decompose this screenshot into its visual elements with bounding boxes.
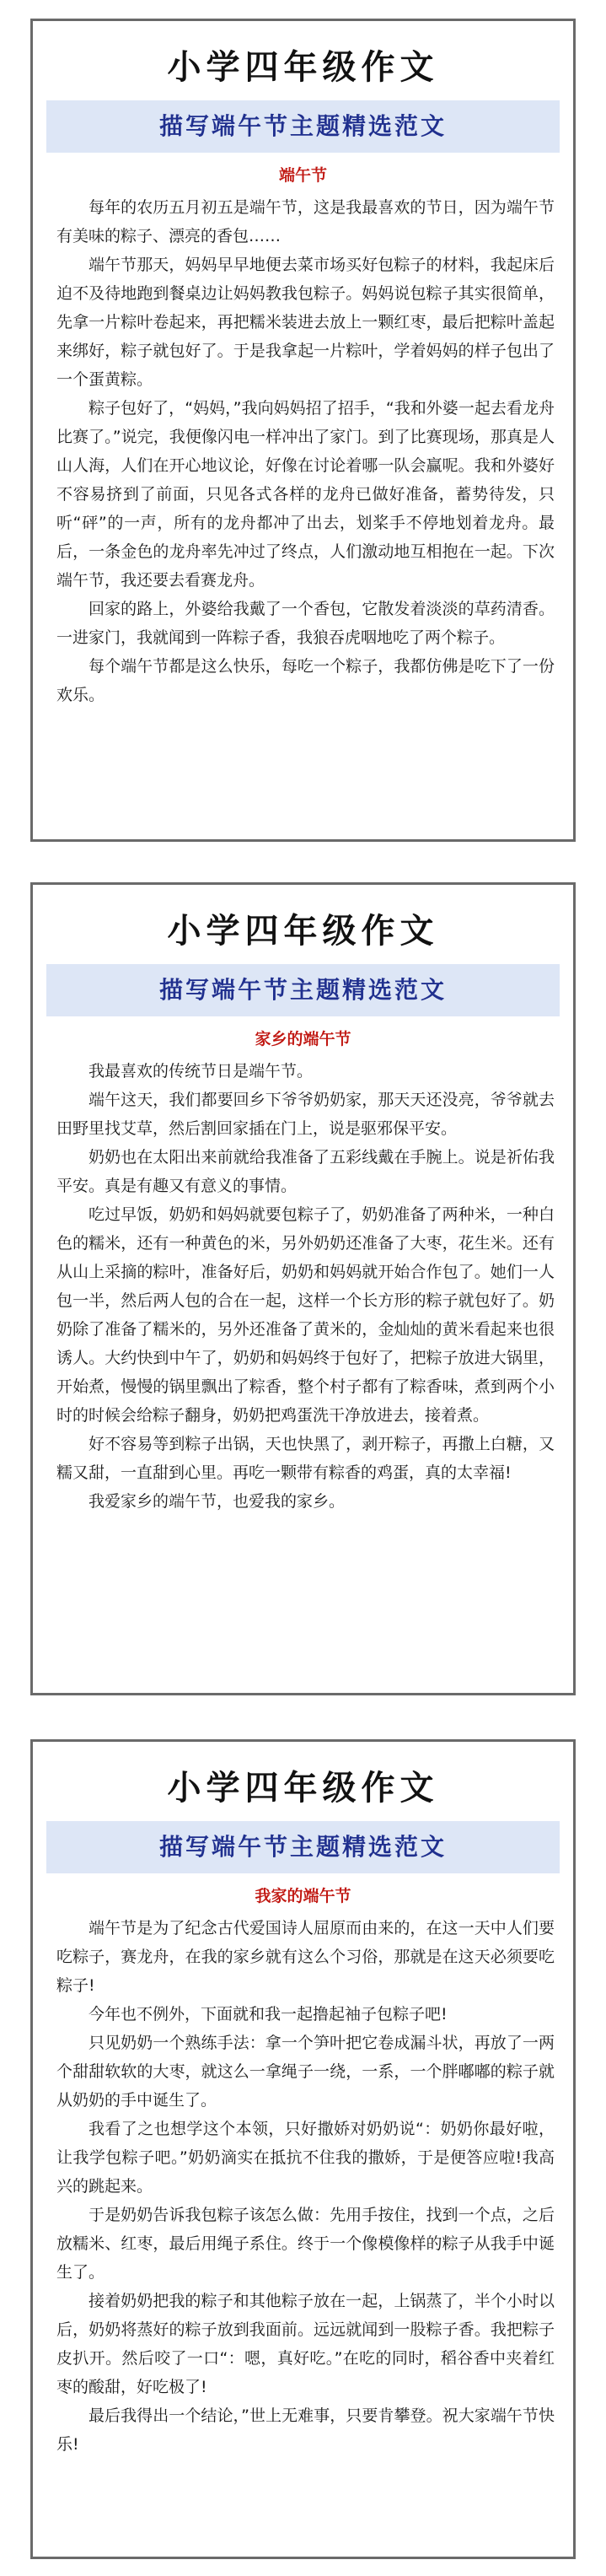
essay-title: 我家的端午节 [255,1887,351,1905]
essay-title: 家乡的端午节 [255,1030,351,1048]
essay-title: 端午节 [278,166,327,185]
paragraph: 今年也不例外，下面就和我一起撸起袖子包粽子吧! [88,2005,448,2024]
paragraph: 我爱家乡的端午节，也爱我的家乡。 [88,1492,346,1511]
paragraph: 我最喜欢的传统节日是端午节。 [88,1062,314,1081]
paragraph: 每年的农历五月初五是端午节，这是我最喜欢的节日，因为端午节有美味的粽子、漂亮的香包…… [56,198,555,245]
paragraph: 端午节那天，妈妈早早地便去菜市场买好包粽子的材料，我起床后迫不及待地跑到餐桌边让妈妈教我包粽子。妈妈说包粽子其实很简单，先拿一片粽叶卷起来，再把糯米装进去放上一颗红枣，最后把粽叶盖起来绑好，粽子就包好了。于是我拿起一片粽叶，学着妈妈的样子包出了一个蛋黄粽。 [56,256,555,389]
essay-card [30,19,576,842]
essay-card [30,1739,576,2559]
paragraph: 端午这天，我们都要回乡下爷爷奶奶家，那天天还没亮，爷爷就去田野里找艾草，然后割回家插在门上，说是驱邪保平安。 [56,1091,555,1138]
essay-body [56,193,555,709]
card-title: 小学四年级作文 [167,911,439,951]
card-title: 小学四年级作文 [167,47,439,87]
paragraph: 粽子包好了，“妈妈，”我向妈妈招了招手，“我和外婆一起去看龙舟比赛了。”说完，我便像闪电一样冲出了家门。到了比赛现场，那真是人山人海，人们在开心地议论，好像在讨论着哪一队会赢呢。我和外婆好不容易挤到了前面，只见各式各样的龙舟已做好准备，蓄势待发，只听“砰”的一声，所有的龙舟都冲了出去，划桨手不停地划着龙舟。最后，一条金色的龙舟率先冲过了终点，人们激动地互相抱在一起。下次端午节，我还要去看赛龙舟。 [56,399,555,590]
banner-heading: 描写端午节主题精选范文 [46,964,560,1016]
essay-body [56,1914,555,2459]
paragraph: 吃过早饭，奶奶和妈妈就要包粽子了，奶奶准备了两种米，一种白色的糯米，还有一种黄色的米，另外奶奶还准备了大枣，花生米。还有从山上采摘的粽叶，准备好后，奶奶和妈妈就开始合作包了。她们一人包一半，然后两人包的合在一起，这样一个长方形的粽子就包好了。奶奶除了准备了糯米的，另外还准备了黄米的，金灿灿的黄米看起来也很诱人。大约快到中午了，奶奶和妈妈终于包好了，把粽子放进大锅里，开始煮，慢慢的锅里飘出了粽香，整个村子都有了粽香味，煮到两个小时的时候会给粽子翻身，奶奶把鸡蛋洗干净放进去，接着煮。 [56,1205,555,1425]
paragraph: 我看了之也想学这个本领，只好撒娇对奶奶说“：奶奶你最好啦，让我学包粽子吧。”奶奶滴实在抵抗不住我的撒娇，于是便答应啦!我高兴的跳起来。 [56,2120,555,2196]
paragraph: 奶奶也在太阳出来前就给我准备了五彩线戴在手腕上。说是祈佑我平安。真是有趣又有意义的事情。 [56,1148,555,1195]
paragraph: 好不容易等到粽子出锅，天也快黑了，剥开粽子，再撒上白糖，又糯又甜，一直甜到心里。再吃一颗带有粽香的鸡蛋，真的太幸福! [56,1435,555,1482]
card-title: 小学四年级作文 [167,1768,439,1808]
essay-body [56,1057,555,1516]
banner-heading: 描写端午节主题精选范文 [46,100,560,153]
paragraph: 于是奶奶告诉我包粽子该怎么做：先用手按住，找到一个点，之后放糯米、红枣，最后用绳子系住。终于一个像模像样的粽子从我手中诞生了。 [56,2206,555,2282]
paragraph: 只见奶奶一个熟练手法：拿一个笋叶把它卷成漏斗状，再放了一两个甜甜软软的大枣，就这么一拿绳子一绕，一系，一个胖嘟嘟的粽子就从奶奶的手中诞生了。 [56,2034,555,2110]
essay-card [30,882,576,1695]
paragraph: 最后我得出一个结论，”世上无难事，只要肯攀登。祝大家端午节快乐! [56,2406,555,2454]
paragraph: 每个端午节都是这么快乐，每吃一个粽子，我都仿佛是吃下了一份欢乐。 [56,657,555,704]
paragraph: 端午节是为了纪念古代爱国诗人屈原而由来的，在这一天中人们要吃粽子，赛龙舟，在我的家乡就有这么个习俗，那就是在这天必须要吃粽子! [56,1919,555,1995]
paragraph: 接着奶奶把我的粽子和其他粽子放在一起，上锅蒸了，半个小时以后，奶奶将蒸好的粽子放到我面前。远远就闻到一股粽子香。我把粽子皮扒开。然后咬了一口“：嗯，真好吃。”在吃的同时，稻谷香中夹着红枣的酸甜，好吃极了! [56,2292,555,2396]
paragraph: 回家的路上，外婆给我戴了一个香包，它散发着淡淡的草药清香。一进家门，我就闻到一阵粽子香，我狼吞虎咽地吃了两个粽子。 [56,600,555,647]
banner-heading: 描写端午节主题精选范文 [46,1821,560,1873]
